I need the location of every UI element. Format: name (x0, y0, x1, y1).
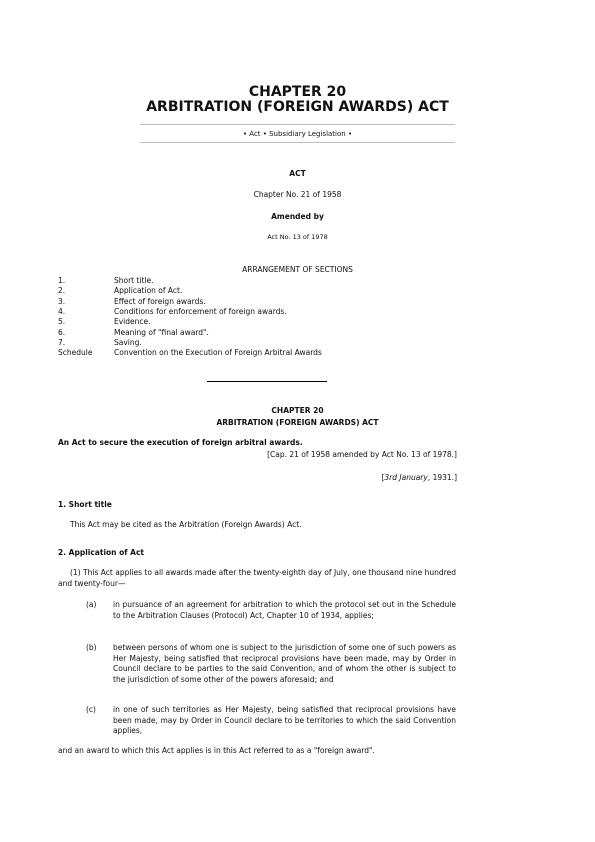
arrangement-item-number: 7. (58, 337, 66, 347)
arrangement-item-number: 4. (58, 306, 66, 316)
arrangement-item[interactable] (58, 348, 322, 357)
act-title: ARBITRATION (FOREIGN AWARDS) ACT (146, 99, 449, 115)
arrangement-item-number: 1. (58, 276, 66, 285)
amending-act: Act No. 13 of 1978 (267, 233, 328, 241)
arrangement-item-number: 2. (58, 286, 66, 296)
arrangement-item-title: Conditions for enforcement of foreign awards. (114, 306, 287, 316)
arrangement-item[interactable] (58, 307, 287, 316)
commencement-date: 3rd January (384, 473, 428, 482)
item-a-text: in pursuance of an agreement for arbitration to which the protocol set out in the Schedule to the Arbitration Clauses (Protocol) Act, Chapter 10 of 1934, applies; (113, 600, 456, 620)
body-act-title: ARBITRATION (FOREIGN AWARDS) ACT (216, 418, 379, 427)
long-title: An Act to secure the execution of foreign arbitral awards. (58, 438, 303, 447)
arrangement-item-number: 6. (58, 327, 66, 337)
item-b-text: between persons of whom one is subject to the jurisdiction of some one of such powers as Her Majesty, being satisfied that reciprocal provisions have been made, may by Order in Council declare to be parties to the said Convention, and of whom the other is subject to the jurisdiction of some other of the powers aforesaid; and (113, 643, 456, 684)
amended-by-label: Amended by (271, 212, 324, 221)
act-heading: ACT (289, 169, 306, 178)
arrangement-item-number: Schedule (58, 348, 93, 358)
arrangement-item-title: Evidence. (114, 317, 151, 327)
commencement (0, 473, 457, 482)
arrangement-item-number: 3. (58, 296, 66, 306)
arrangement-item[interactable] (58, 297, 206, 306)
arrangement-item[interactable] (58, 338, 142, 347)
section-separator (207, 381, 327, 382)
top-rule (140, 124, 455, 125)
commencement-open: [ (381, 473, 385, 482)
section-1-text: This Act may be cited as the Arbitration (Foreign Awards) Act. (70, 520, 302, 529)
item-a-label: (a) (86, 600, 97, 609)
body-chapter-heading: CHAPTER 20 (271, 406, 324, 415)
arrangement-item-title: Saving. (114, 337, 142, 347)
arrangement-item-title: Short title. (114, 276, 154, 285)
arrangement-item[interactable] (58, 276, 154, 285)
arrangement-item[interactable] (58, 286, 182, 295)
arrangement-item-title: Application of Act. (114, 286, 183, 296)
arrangement-item-title: Meaning of "final award". (114, 327, 209, 337)
arrangement-item-title: Convention on the Execution of Foreign Arbitral Awards (114, 348, 322, 358)
section-2-heading: 2. Application of Act (58, 548, 144, 557)
section-2-closing: and an award to which this Act applies is in this Act referred to as a "foreign award". (58, 746, 375, 755)
citation: [Cap. 21 of 1958 amended by Act No. 13 of 1978.] (267, 450, 457, 459)
section-1-heading: 1. Short title (58, 500, 112, 509)
arrangement-item[interactable] (58, 317, 151, 326)
arrangement-item-number: 5. (58, 317, 66, 327)
item-c-text: in one of such territories as Her Majesty, being satisfied that reciprocal provisions have been made, may by Order in Council declare to be territories to which the said Convention applies, (113, 705, 456, 735)
chapter-heading: CHAPTER 20 (248, 84, 347, 100)
item-b-label: (b) (86, 643, 97, 652)
arrangement-heading: ARRANGEMENT OF SECTIONS (242, 265, 353, 274)
chapter-number: Chapter No. 21 of 1958 (253, 190, 342, 199)
arrangement-item-title: Effect of foreign awards. (114, 296, 206, 306)
second-rule (140, 142, 455, 143)
item-c-label: (c) (86, 705, 96, 714)
navigation-links[interactable]: • Act • Subsidiary Legislation • (242, 130, 353, 138)
commencement-year: , 1931.] (427, 473, 457, 482)
section-2-intro: (1) This Act applies to all awards made after the twenty-eighth day of July, one thousand nine hundred and twenty-four— (58, 568, 456, 588)
arrangement-item[interactable] (58, 328, 209, 337)
